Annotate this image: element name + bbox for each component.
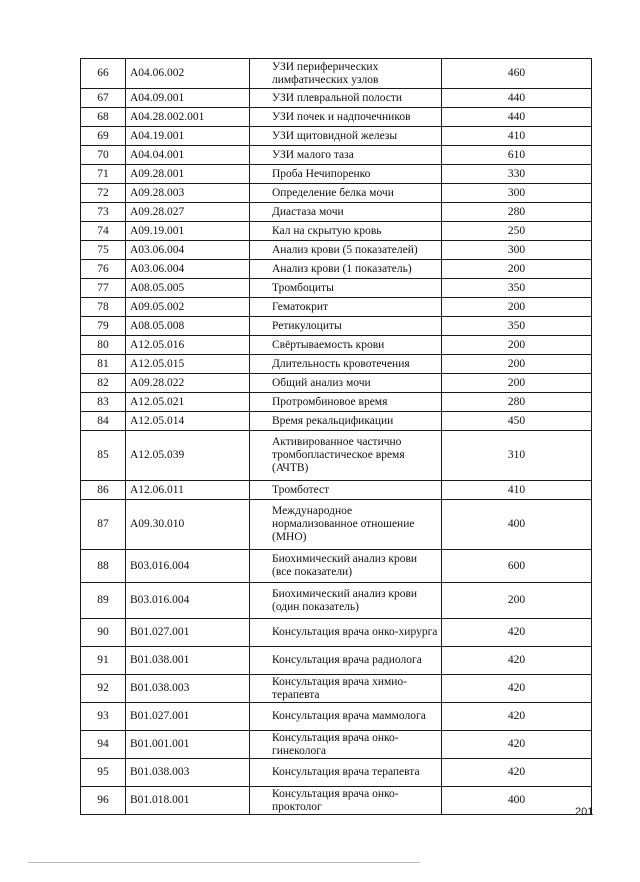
service-price: 420	[442, 703, 592, 731]
table-row	[81, 759, 592, 787]
row-number: 83	[81, 393, 126, 412]
row-number: 78	[81, 298, 126, 317]
service-name: Анализ крови (5 показателей)	[250, 241, 442, 260]
row-number: 93	[81, 703, 126, 731]
row-number: 85	[81, 431, 126, 481]
service-code: A09.28.022	[126, 374, 250, 393]
service-code: B01.018.001	[126, 787, 250, 815]
row-number: 73	[81, 203, 126, 222]
service-price: 400	[442, 500, 592, 550]
service-code: A09.28.003	[126, 184, 250, 203]
service-price: 280	[442, 203, 592, 222]
table-row	[81, 89, 592, 108]
service-code: B01.038.003	[126, 759, 250, 787]
service-price: 420	[442, 619, 592, 647]
row-number: 90	[81, 619, 126, 647]
service-code: A04.06.002	[126, 59, 250, 89]
service-name: Консультация врача онко-проктолог	[250, 787, 442, 815]
service-name: Консультация врача терапевта	[250, 759, 442, 787]
service-code: B03.016.004	[126, 583, 250, 619]
row-number: 81	[81, 355, 126, 374]
service-price: 200	[442, 583, 592, 619]
service-code: B01.027.001	[126, 703, 250, 731]
service-name: Консультация врача маммолога	[250, 703, 442, 731]
table-row	[81, 222, 592, 241]
table-row	[81, 260, 592, 279]
row-number: 86	[81, 481, 126, 500]
service-price: 350	[442, 317, 592, 336]
service-code: B01.001.001	[126, 731, 250, 759]
table-row	[81, 481, 592, 500]
service-name: Консультация врача радиолога	[250, 647, 442, 675]
service-code: B01.027.001	[126, 619, 250, 647]
service-price: 300	[442, 241, 592, 260]
table-row	[81, 675, 592, 703]
service-code: B01.038.003	[126, 675, 250, 703]
service-name: Определение белка мочи	[250, 184, 442, 203]
service-price: 200	[442, 355, 592, 374]
service-code: A09.28.027	[126, 203, 250, 222]
service-price: 200	[442, 374, 592, 393]
service-price: 350	[442, 279, 592, 298]
row-number: 77	[81, 279, 126, 298]
service-price: 280	[442, 393, 592, 412]
row-number: 92	[81, 675, 126, 703]
row-number: 75	[81, 241, 126, 260]
service-price: 200	[442, 336, 592, 355]
service-name: УЗИ щитовидной железы	[250, 127, 442, 146]
service-price: 600	[442, 550, 592, 583]
row-number: 88	[81, 550, 126, 583]
row-number: 84	[81, 412, 126, 431]
row-number: 70	[81, 146, 126, 165]
table-row	[81, 731, 592, 759]
table-row	[81, 241, 592, 260]
service-price: 300	[442, 184, 592, 203]
service-code: A09.30.010	[126, 500, 250, 550]
service-price: 410	[442, 127, 592, 146]
row-number: 72	[81, 184, 126, 203]
footer-divider	[28, 862, 420, 863]
service-code: A08.05.005	[126, 279, 250, 298]
service-code: A12.05.039	[126, 431, 250, 481]
service-name: Свёртываемость крови	[250, 336, 442, 355]
table-row	[81, 355, 592, 374]
service-code: A12.05.016	[126, 336, 250, 355]
row-number: 95	[81, 759, 126, 787]
table-row	[81, 619, 592, 647]
service-price: 440	[442, 89, 592, 108]
row-number: 68	[81, 108, 126, 127]
table-row	[81, 165, 592, 184]
service-name: Активированное частично тромбопластическое время (АЧТВ)	[250, 431, 442, 481]
service-code: A04.28.002.001	[126, 108, 250, 127]
table-row	[81, 583, 592, 619]
service-name: Общий анализ мочи	[250, 374, 442, 393]
table-row	[81, 59, 592, 89]
row-number: 67	[81, 89, 126, 108]
table-row	[81, 279, 592, 298]
row-number: 91	[81, 647, 126, 675]
service-code: A04.04.001	[126, 146, 250, 165]
row-number: 79	[81, 317, 126, 336]
service-name: Кал на скрытую кровь	[250, 222, 442, 241]
table-row	[81, 108, 592, 127]
service-name: Время рекальцификации	[250, 412, 442, 431]
service-price: 420	[442, 731, 592, 759]
service-price: 460	[442, 59, 592, 89]
table-row	[81, 787, 592, 815]
service-price: 420	[442, 759, 592, 787]
service-name: Протромбиновое время	[250, 393, 442, 412]
service-name: Биохимический анализ крови (один показатель)	[250, 583, 442, 619]
row-number: 80	[81, 336, 126, 355]
row-number: 76	[81, 260, 126, 279]
service-code: A09.28.001	[126, 165, 250, 184]
service-price: 610	[442, 146, 592, 165]
service-price: 420	[442, 675, 592, 703]
service-code: A12.05.014	[126, 412, 250, 431]
service-price: 420	[442, 647, 592, 675]
service-name: Биохимический анализ крови (все показатели)	[250, 550, 442, 583]
service-code: A09.19.001	[126, 222, 250, 241]
row-number: 71	[81, 165, 126, 184]
service-name: УЗИ малого таза	[250, 146, 442, 165]
table-row	[81, 647, 592, 675]
service-code: A03.06.004	[126, 241, 250, 260]
service-name: УЗИ периферических лимфатических узлов	[250, 59, 442, 89]
service-name: Консультация врача химио-терапевта	[250, 675, 442, 703]
price-table	[80, 58, 592, 815]
service-name: Консультация врача онко-гинеколога	[250, 731, 442, 759]
service-code: A03.06.004	[126, 260, 250, 279]
table-row	[81, 393, 592, 412]
table-row	[81, 500, 592, 550]
service-price: 450	[442, 412, 592, 431]
table-row	[81, 127, 592, 146]
table-row	[81, 146, 592, 165]
service-name: Тромботест	[250, 481, 442, 500]
table-row	[81, 550, 592, 583]
service-name: Консультация врача онко-хирурга	[250, 619, 442, 647]
service-code: A09.05.002	[126, 298, 250, 317]
service-code: A12.05.021	[126, 393, 250, 412]
service-name: УЗИ плевральной полости	[250, 89, 442, 108]
service-name: Ретикулоциты	[250, 317, 442, 336]
service-name: Длительность кровотечения	[250, 355, 442, 374]
row-number: 69	[81, 127, 126, 146]
service-price: 330	[442, 165, 592, 184]
service-price: 200	[442, 298, 592, 317]
row-number: 89	[81, 583, 126, 619]
service-price: 400	[442, 787, 592, 815]
service-name: Проба Нечипоренко	[250, 165, 442, 184]
row-number: 74	[81, 222, 126, 241]
row-number: 66	[81, 59, 126, 89]
service-code: A04.19.001	[126, 127, 250, 146]
service-price: 200	[442, 260, 592, 279]
service-price: 410	[442, 481, 592, 500]
service-code: A12.06.011	[126, 481, 250, 500]
service-code: A08.05.008	[126, 317, 250, 336]
row-number: 94	[81, 731, 126, 759]
table-row	[81, 374, 592, 393]
row-number: 87	[81, 500, 126, 550]
service-name: Международное нормализованное отношение (МНО)	[250, 500, 442, 550]
table-row	[81, 703, 592, 731]
service-name: Тромбоциты	[250, 279, 442, 298]
table-row	[81, 336, 592, 355]
service-code: A04.09.001	[126, 89, 250, 108]
row-number: 82	[81, 374, 126, 393]
service-code: B01.038.001	[126, 647, 250, 675]
service-name: Гематокрит	[250, 298, 442, 317]
service-price: 250	[442, 222, 592, 241]
table-row	[81, 317, 592, 336]
service-name: УЗИ почек и надпочечников	[250, 108, 442, 127]
table-row	[81, 203, 592, 222]
table-row	[81, 184, 592, 203]
service-code: A12.05.015	[126, 355, 250, 374]
table-row	[81, 431, 592, 481]
service-price: 440	[442, 108, 592, 127]
service-code: B03.016.004	[126, 550, 250, 583]
page-number: 201	[575, 806, 594, 818]
service-price: 310	[442, 431, 592, 481]
service-name: Диастаза мочи	[250, 203, 442, 222]
table-row	[81, 412, 592, 431]
row-number: 96	[81, 787, 126, 815]
table-row	[81, 298, 592, 317]
service-name: Анализ крови (1 показатель)	[250, 260, 442, 279]
